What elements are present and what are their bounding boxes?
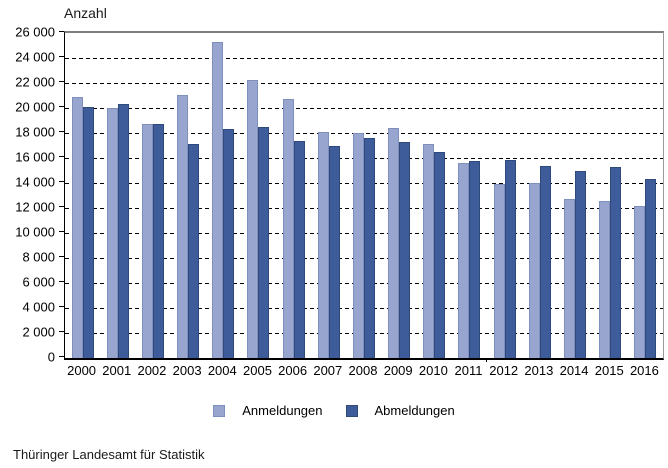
y-axis-label-6000: 6 000 [22,274,55,290]
bar-anmeldungen-2000 [72,97,83,358]
source-attribution: Thüringer Landesamt für Statistik [13,447,205,462]
y-axis-label-20000: 20 000 [15,99,55,115]
bar-abmeldungen-2000 [83,107,94,358]
y-axis-tick-10000 [59,231,64,232]
bar-abmeldungen-2008 [364,138,375,358]
bar-group-2014 [557,33,592,358]
bar-anmeldungen-2002 [142,124,153,358]
y-axis-label-24000: 24 000 [15,49,55,65]
y-axis-tick-14000 [59,181,64,182]
bar-abmeldungen-2005 [258,127,269,358]
bar-anmeldungen-2008 [353,133,364,358]
y-axis-label-0: 0 [47,349,55,365]
legend-label-abmeldungen: Abmeldungen [374,403,455,418]
bar-abmeldungen-2009 [399,142,410,358]
bar-anmeldungen-2007 [318,132,329,358]
bar-group-2016 [628,33,663,358]
x-axis-label-2002: 2002 [137,363,167,378]
bar-group-2012 [487,33,522,358]
bar-anmeldungen-2011 [458,163,469,358]
y-axis-label-16000: 16 000 [15,149,55,165]
bar-anmeldungen-2003 [177,95,188,358]
legend-item-abmeldungen [346,403,455,418]
y-axis-label-4000: 4 000 [22,299,55,315]
y-axis-label-26000: 26 000 [15,24,55,40]
bar-group-2000 [65,33,100,358]
x-axis-label-2004: 2004 [207,363,237,378]
x-axis-label-2009: 2009 [383,363,413,378]
bar-abmeldungen-2012 [505,160,516,358]
y-axis-tick-18000 [59,131,64,132]
bar-abmeldungen-2004 [223,129,234,358]
bar-abmeldungen-2007 [329,146,340,358]
x-axis-label-2016: 2016 [629,363,659,378]
y-axis-label-2000: 2 000 [22,324,55,340]
bar-abmeldungen-2002 [153,124,164,358]
x-axis-label-2014: 2014 [559,363,589,378]
y-axis-tick-16000 [59,156,64,157]
x-axis-label-2000: 2000 [67,363,97,378]
bar-anmeldungen-2006 [283,99,294,358]
y-axis-tick-6000 [59,281,64,282]
bar-groups [65,33,663,358]
bar-group-2002 [135,33,170,358]
bar-anmeldungen-2010 [423,144,434,358]
bar-group-2001 [100,33,135,358]
y-axis-tick-2000 [59,331,64,332]
bar-group-2015 [593,33,628,358]
bar-anmeldungen-2015 [599,201,610,358]
x-axis-label-2005: 2005 [243,363,272,378]
bar-group-2011 [452,33,487,358]
bar-abmeldungen-2010 [434,152,445,358]
bar-group-2005 [241,33,276,358]
x-axis-minor-tick [486,358,487,362]
x-axis-label-2012: 2012 [489,363,519,378]
bar-abmeldungen-2016 [645,179,656,358]
bar-anmeldungen-2005 [247,80,258,358]
y-axis-tick-0 [59,356,64,357]
legend [0,403,668,418]
bar-anmeldungen-2009 [388,128,399,358]
x-axis-label-2013: 2013 [524,363,554,378]
bar-anmeldungen-2001 [107,108,118,358]
anmeldungen-swatch-icon [213,405,225,417]
bar-abmeldungen-2006 [294,141,305,358]
y-axis-title: Anzahl [64,5,107,21]
y-axis-label-10000: 10 000 [15,224,55,240]
x-axis-label-2006: 2006 [278,363,308,378]
bar-anmeldungen-2012 [494,184,505,358]
bar-anmeldungen-2004 [212,42,223,358]
bar-group-2003 [171,33,206,358]
bar-group-2007 [311,33,346,358]
x-axis-label-2011: 2011 [454,363,483,378]
bar-group-2004 [206,33,241,358]
y-axis-tick-26000 [59,31,64,32]
y-axis-tick-8000 [59,256,64,257]
bar-group-2006 [276,33,311,358]
bar-anmeldungen-2014 [564,199,575,358]
bar-abmeldungen-2014 [575,171,586,358]
y-axis-tick-22000 [59,81,64,82]
legend-item-anmeldungen [213,403,322,418]
bar-abmeldungen-2013 [540,166,551,358]
y-axis-label-8000: 8 000 [22,249,55,265]
x-axis-label-2007: 2007 [313,363,343,378]
x-axis-label-2001: 2001 [102,363,132,378]
bar-anmeldungen-2016 [634,206,645,358]
bar-group-2008 [346,33,381,358]
bar-anmeldungen-2013 [529,183,540,358]
bar-abmeldungen-2011 [469,161,480,358]
y-axis-label-22000: 22 000 [15,74,55,90]
plot-area [64,31,664,360]
x-axis-label-2008: 2008 [348,363,378,378]
bar-abmeldungen-2001 [118,104,129,358]
y-axis-tick-24000 [59,56,64,57]
x-axis-label-2010: 2010 [418,363,448,378]
bar-group-2010 [417,33,452,358]
abmeldungen-swatch-icon [346,405,358,417]
x-axis-label-2015: 2015 [594,363,624,378]
y-axis-label-18000: 18 000 [15,124,55,140]
bar-abmeldungen-2015 [610,167,621,358]
y-axis-tick-12000 [59,206,64,207]
y-axis-label-14000: 14 000 [15,174,55,190]
bar-group-2013 [522,33,557,358]
y-axis-label-12000: 12 000 [15,199,55,215]
bar-abmeldungen-2003 [188,144,199,358]
y-axis-tick-20000 [59,106,64,107]
y-axis-tick-4000 [59,306,64,307]
x-axis-label-2003: 2003 [172,363,202,378]
legend-label-anmeldungen: Anmeldungen [242,403,323,418]
bar-group-2009 [382,33,417,358]
